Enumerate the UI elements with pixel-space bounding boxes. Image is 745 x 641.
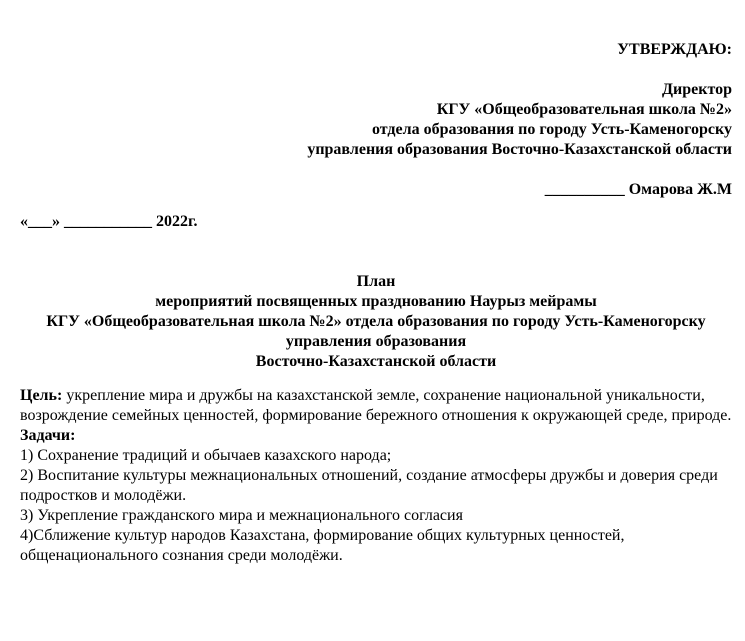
title-line-school: КГУ «Общеобразовательная школа №2» отдела образования по городу Усть-Каменогорску (46, 313, 706, 330)
document-title (20, 272, 732, 372)
approval-org-line-school: КГУ «Общеобразовательная школа №2» (436, 101, 732, 118)
task-item-4: 4)Сближение культур народов Казахстана, формирование общих культурных ценностей, общенационального сознания среди молодёжи. (20, 527, 625, 564)
signatory-name: Омарова Ж.М (628, 181, 732, 198)
signature-blank: __________ (544, 181, 625, 198)
title-line-region: Восточно-Казахстанской области (255, 353, 497, 370)
title-line-events: мероприятий посвященных празднованию Наурыз мейрамы (155, 293, 597, 310)
task-item-3: 3) Укрепление гражданского мира и межнационального согласия (20, 507, 463, 524)
task-item-2: 2) Воспитание культуры межнациональных отношений, создание атмосферы дружбы и доверия среди подростков и молодёжи. (20, 467, 718, 504)
goal-label: Цель: (20, 387, 63, 404)
title-line-plan: План (356, 273, 396, 290)
approval-block (20, 40, 732, 200)
document-body (20, 386, 732, 566)
approval-org-line-department: отдела образования по городу Усть-Каменогорску (371, 121, 732, 138)
goal-text: укрепление мира и дружбы на казахстанской земле, сохранение национальной уникальности, возрождение семейных ценностей, формирование бережного отношения к окружающей среде, природе. (20, 387, 732, 424)
approval-org-line-director: Директор (662, 81, 732, 98)
date-line: «___» ___________ 2022г. (20, 213, 198, 230)
task-item-1: 1) Сохранение традиций и обычаев казахского народа; (20, 447, 392, 464)
signature-line (20, 180, 732, 200)
approval-org-line-region: управления образования Восточно-Казахстанской области (307, 141, 732, 158)
approval-heading: УТВЕРЖДАЮ: (617, 41, 732, 58)
tasks-label: Задачи: (20, 427, 76, 444)
goal-paragraph (20, 386, 732, 426)
title-line-administration: управления образования (285, 333, 467, 350)
